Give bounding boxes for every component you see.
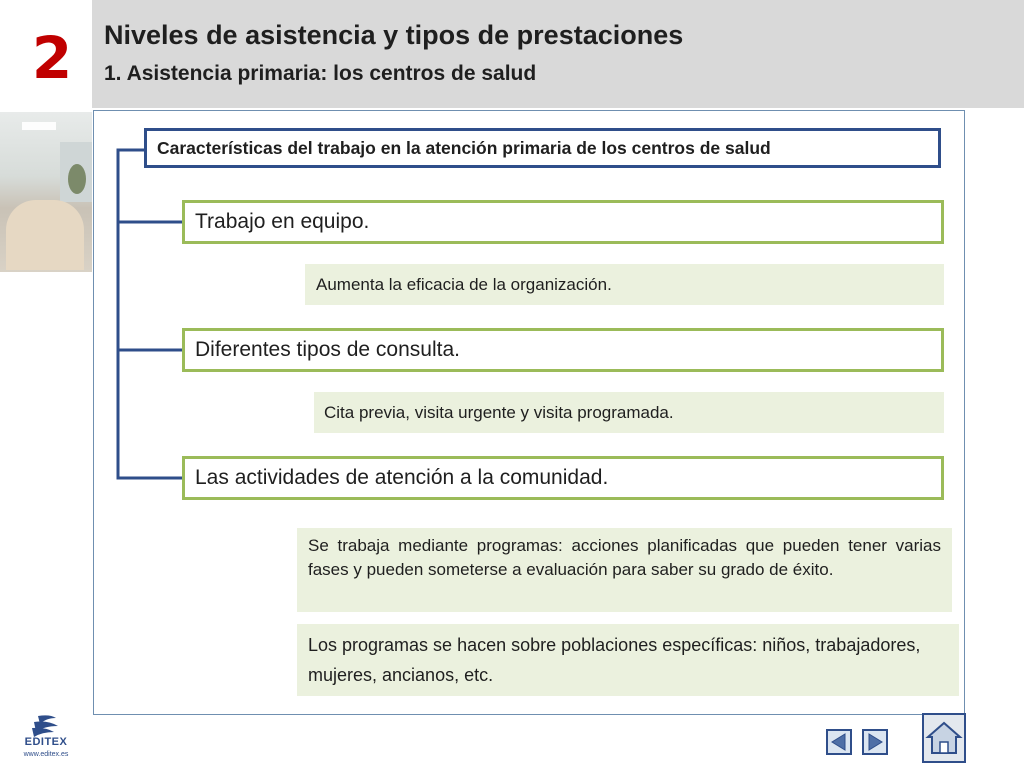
detail-consultation-types: Cita previa, visita urgente y visita programada. xyxy=(314,392,944,433)
detail-teamwork: Aumenta la eficacia de la organización. xyxy=(305,264,944,305)
logo-url: www.editex.es xyxy=(23,751,69,758)
previous-arrow-icon xyxy=(828,731,850,753)
header-bar xyxy=(92,0,1024,108)
page-title: Niveles de asistencia y tipos de prestaciones xyxy=(104,20,684,50)
chapter-number: 2 xyxy=(31,24,73,92)
page-subtitle: 1. Asistencia primaria: los centros de salud xyxy=(104,62,537,85)
diagram-heading: Características del trabajo en la atención primaria de los centros de salud xyxy=(144,128,941,168)
item-teamwork: Trabajo en equipo. xyxy=(182,200,944,244)
next-button[interactable] xyxy=(862,729,888,755)
home-button[interactable] xyxy=(922,713,966,763)
previous-button[interactable] xyxy=(826,729,852,755)
next-arrow-icon xyxy=(864,731,886,753)
detail-target-populations: Los programas se hacen sobre poblaciones específicas: niños, trabajadores, mujeres, ancianos, etc. xyxy=(297,624,959,696)
item-consultation-types: Diferentes tipos de consulta. xyxy=(182,328,944,372)
item-community-activities: Las actividades de atención a la comunidad. xyxy=(182,456,944,500)
detail-programs: Se trabaja mediante programas: acciones planificadas que pueden tener varias fases y pueden someterse a evaluación para saber su grado de éxito. xyxy=(297,528,952,612)
home-icon xyxy=(924,715,964,761)
health-center-photo xyxy=(0,112,92,272)
logo-text: EDITEX xyxy=(24,736,68,748)
